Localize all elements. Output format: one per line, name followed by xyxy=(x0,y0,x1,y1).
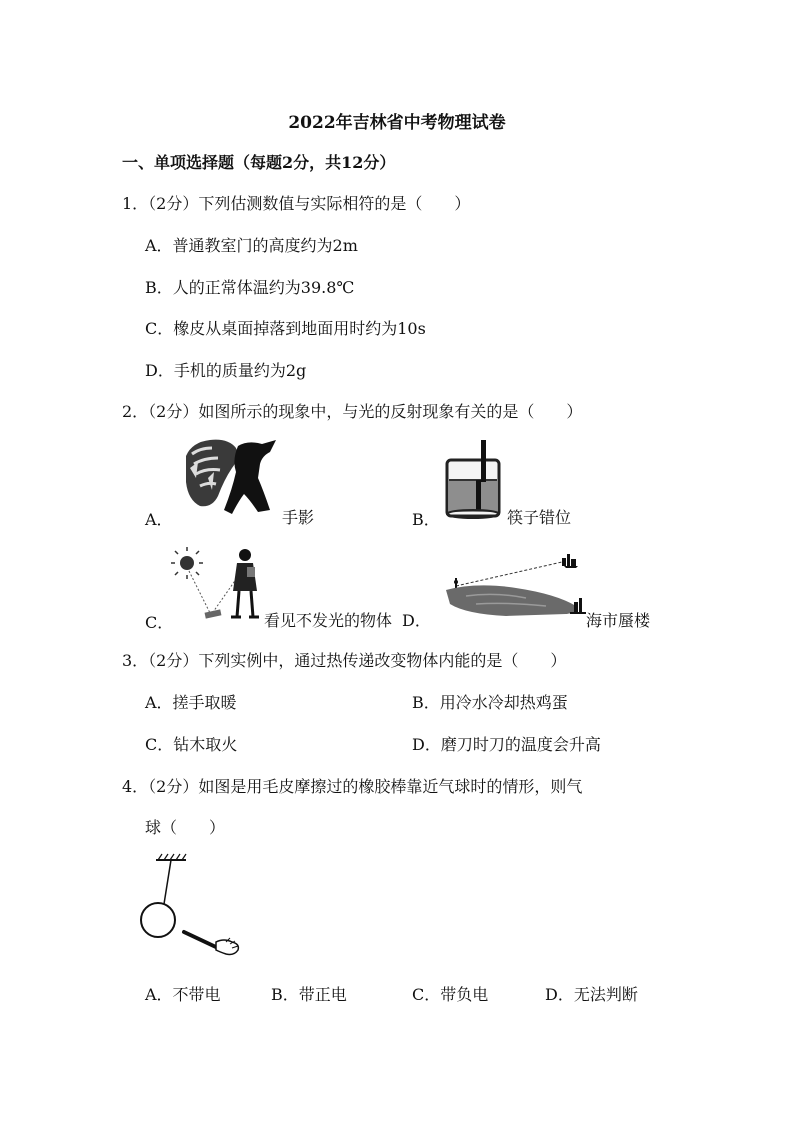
girl-figure xyxy=(231,549,259,617)
question-1-stem: 1．（2分）下列估测数值与实际相符的是（ ） xyxy=(122,194,471,213)
question-4-option-b: B．带正电 xyxy=(271,985,347,1004)
question-3-stem: 3．（2分）下列实例中，通过热传递改变物体内能的是（ ） xyxy=(122,651,567,670)
mirage-figure xyxy=(446,548,586,622)
exam-title: 2022年吉林省中考物理试卷 xyxy=(288,113,506,133)
question-4-stem-line-1: 4．（2分）如图是用毛皮摩擦过的橡胶棒靠近气球时的情形，则气 xyxy=(122,777,583,796)
question-4-option-d: D．无法判断 xyxy=(545,985,638,1004)
question-2-option-a-label: 手影 xyxy=(282,508,315,527)
question-1-option-a: A．普通教室门的高度约为2m xyxy=(145,236,358,255)
question-2-option-b-label: 筷子错位 xyxy=(507,508,572,527)
mirage-image xyxy=(562,554,578,568)
question-2-option-c-label: 看见不发光的物体 xyxy=(264,611,393,630)
question-4-stem-line-2: 球（ ） xyxy=(145,818,226,837)
sea-surface xyxy=(446,585,577,616)
question-2-option-c-letter: C． xyxy=(145,613,174,632)
see-object-figure xyxy=(175,545,267,625)
question-3-option-a: A．搓手取暖 xyxy=(145,693,237,712)
question-4-option-a: A．不带电 xyxy=(145,985,221,1004)
question-1-option-d: D．手机的质量约为2g xyxy=(145,361,307,380)
balloon xyxy=(141,903,175,937)
question-4-option-c: C．带负电 xyxy=(412,985,489,1004)
question-3-option-c: C．钻木取火 xyxy=(145,735,238,754)
section-heading: 一、单项选择题（每题2分，共12分） xyxy=(122,153,396,172)
chopstick-in-water-figure xyxy=(443,440,505,520)
sun-icon xyxy=(171,547,203,579)
question-1-option-b: B．人的正常体温约为39.8℃ xyxy=(145,278,355,297)
question-2-option-a-letter: A． xyxy=(145,510,173,529)
question-2-option-d-label: 海市蜃楼 xyxy=(586,611,651,630)
rubber-rod xyxy=(184,932,218,948)
question-1-option-c: C．橡皮从桌面掉落到地面用时约为10s xyxy=(145,319,426,338)
question-3-option-b: B．用冷水冷却热鸡蛋 xyxy=(412,693,568,712)
hand-shadow-figure xyxy=(178,438,280,520)
question-3-option-d: D．磨刀时刀的温度会升高 xyxy=(412,735,601,754)
question-2-option-d-letter: D． xyxy=(402,611,431,630)
balloon-rod-figure xyxy=(136,854,244,962)
question-2-option-b-letter: B． xyxy=(412,510,440,529)
question-2-stem: 2．（2分）如图所示的现象中，与光的反射现象有关的是（ ） xyxy=(122,402,583,421)
